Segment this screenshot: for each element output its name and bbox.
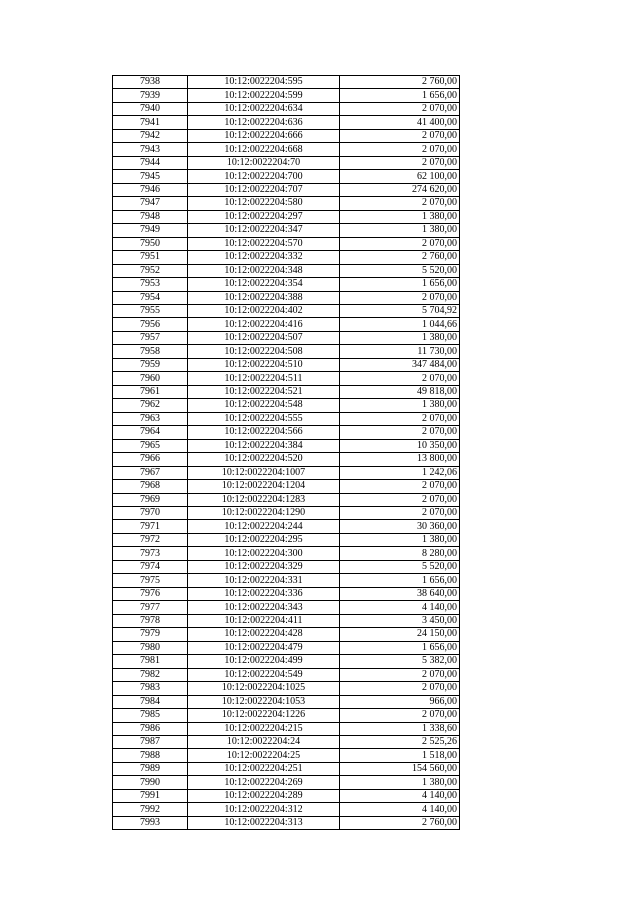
cadastral-value: 2 070,00 [340,426,460,439]
cadastral-value: 1 380,00 [340,533,460,546]
row-number: 7972 [113,533,188,546]
cadastral-value: 24 150,00 [340,628,460,641]
cadastral-number: 10:12:0022204:599 [188,89,340,102]
table-row [113,453,460,466]
cadastral-value: 3 450,00 [340,614,460,627]
table-row [113,116,460,129]
row-number: 7993 [113,816,188,829]
row-number: 7969 [113,493,188,506]
row-number: 7985 [113,709,188,722]
row-number: 7967 [113,466,188,479]
cadastral-number: 10:12:0022204:595 [188,76,340,89]
cadastral-value: 1 044,66 [340,318,460,331]
row-number: 7953 [113,278,188,291]
table-row [113,183,460,196]
row-number: 7943 [113,143,188,156]
cadastral-number: 10:12:0022204:289 [188,789,340,802]
cadastral-number: 10:12:0022204:1226 [188,709,340,722]
table-row [113,372,460,385]
cadastral-value: 1 242,06 [340,466,460,479]
cadastral-value: 2 760,00 [340,251,460,264]
cadastral-number: 10:12:0022204:507 [188,331,340,344]
table-row [113,520,460,533]
cadastral-value: 1 380,00 [340,224,460,237]
cadastral-number: 10:12:0022204:668 [188,143,340,156]
cadastral-number: 10:12:0022204:329 [188,560,340,573]
cadastral-value: 2 070,00 [340,197,460,210]
cadastral-value: 154 560,00 [340,762,460,775]
table-row [113,628,460,641]
cadastral-value: 2 070,00 [340,156,460,169]
table-row [113,776,460,789]
cadastral-value: 5 704,92 [340,304,460,317]
table-row [113,533,460,546]
cadastral-number: 10:12:0022204:508 [188,345,340,358]
table-row [113,601,460,614]
cadastral-number: 10:12:0022204:570 [188,237,340,250]
table-row [113,345,460,358]
cadastral-number: 10:12:0022204:1290 [188,507,340,520]
row-number: 7960 [113,372,188,385]
cadastral-number: 10:12:0022204:295 [188,533,340,546]
table-row [113,170,460,183]
table-row [113,682,460,695]
cadastral-value: 2 070,00 [340,709,460,722]
cadastral-number: 10:12:0022204:388 [188,291,340,304]
table-row [113,641,460,654]
table-row [113,197,460,210]
row-number: 7956 [113,318,188,331]
table-row [113,426,460,439]
cadastral-value: 1 380,00 [340,399,460,412]
table-row [113,735,460,748]
cadastral-value: 49 818,00 [340,385,460,398]
table-row [113,709,460,722]
cadastral-number: 10:12:0022204:331 [188,574,340,587]
cadastral-number: 10:12:0022204:297 [188,210,340,223]
cadastral-number: 10:12:0022204:1283 [188,493,340,506]
cadastral-number: 10:12:0022204:666 [188,129,340,142]
row-number: 7939 [113,89,188,102]
row-number: 7974 [113,560,188,573]
cadastral-number: 10:12:0022204:499 [188,655,340,668]
row-number: 7965 [113,439,188,452]
cadastral-value: 2 760,00 [340,76,460,89]
cadastral-value: 1 656,00 [340,89,460,102]
table-row [113,574,460,587]
cadastral-value: 2 070,00 [340,668,460,681]
cadastral-number: 10:12:0022204:348 [188,264,340,277]
cadastral-number: 10:12:0022204:384 [188,439,340,452]
cadastral-number: 10:12:0022204:566 [188,426,340,439]
row-number: 7955 [113,304,188,317]
table-row [113,129,460,142]
cadastral-number: 10:12:0022204:1053 [188,695,340,708]
row-number: 7961 [113,385,188,398]
cadastral-number: 10:12:0022204:521 [188,385,340,398]
cadastral-number: 10:12:0022204:332 [188,251,340,264]
cadastral-value: 966,00 [340,695,460,708]
cadastral-number: 10:12:0022204:636 [188,116,340,129]
cadastral-number: 10:12:0022204:402 [188,304,340,317]
cadastral-number: 10:12:0022204:312 [188,803,340,816]
row-number: 7973 [113,547,188,560]
table-row [113,291,460,304]
cadastral-value: 2 070,00 [340,291,460,304]
cadastral-number: 10:12:0022204:548 [188,399,340,412]
cadastral-number: 10:12:0022204:555 [188,412,340,425]
row-number: 7979 [113,628,188,641]
row-number: 7990 [113,776,188,789]
row-number: 7962 [113,399,188,412]
table-row [113,749,460,762]
row-number: 7950 [113,237,188,250]
table-row [113,668,460,681]
table-row [113,76,460,89]
table-row [113,251,460,264]
cadastral-value: 2 070,00 [340,412,460,425]
row-number: 7989 [113,762,188,775]
row-number: 7949 [113,224,188,237]
row-number: 7946 [113,183,188,196]
cadastral-value: 10 350,00 [340,439,460,452]
row-number: 7941 [113,116,188,129]
table-row [113,803,460,816]
table-row [113,89,460,102]
row-number: 7959 [113,358,188,371]
cadastral-value: 274 620,00 [340,183,460,196]
row-number: 7947 [113,197,188,210]
cadastral-number: 10:12:0022204:244 [188,520,340,533]
cadastral-value: 2 070,00 [340,682,460,695]
cadastral-number: 10:12:0022204:411 [188,614,340,627]
cadastral-value: 4 140,00 [340,789,460,802]
table-row [113,304,460,317]
cadastral-number: 10:12:0022204:1025 [188,682,340,695]
row-number: 7986 [113,722,188,735]
row-number: 7968 [113,480,188,493]
cadastral-value: 4 140,00 [340,803,460,816]
table-row [113,439,460,452]
cadastral-value: 1 380,00 [340,331,460,344]
table-row [113,695,460,708]
cadastral-number: 10:12:0022204:700 [188,170,340,183]
table-row [113,224,460,237]
table-row [113,358,460,371]
cadastral-value: 2 070,00 [340,372,460,385]
row-number: 7942 [113,129,188,142]
row-number: 7948 [113,210,188,223]
row-number: 7944 [113,156,188,169]
table-row [113,655,460,668]
cadastral-number: 10:12:0022204:354 [188,278,340,291]
cadastral-value: 30 360,00 [340,520,460,533]
cadastral-number: 10:12:0022204:347 [188,224,340,237]
table-row [113,560,460,573]
cadastral-number: 10:12:0022204:511 [188,372,340,385]
table-row [113,762,460,775]
cadastral-number: 10:12:0022204:580 [188,197,340,210]
cadastral-number: 10:12:0022204:269 [188,776,340,789]
cadastral-value: 8 280,00 [340,547,460,560]
cadastral-number: 10:12:0022204:24 [188,735,340,748]
cadastral-number: 10:12:0022204:300 [188,547,340,560]
cadastral-value: 62 100,00 [340,170,460,183]
cadastral-number: 10:12:0022204:25 [188,749,340,762]
row-number: 7978 [113,614,188,627]
cadastral-value: 2 760,00 [340,816,460,829]
cadastral-number: 10:12:0022204:313 [188,816,340,829]
row-number: 7991 [113,789,188,802]
cadastral-value: 1 380,00 [340,210,460,223]
cadastral-value: 2 070,00 [340,493,460,506]
cadastral-value: 2 070,00 [340,480,460,493]
cadastral-value: 5 520,00 [340,264,460,277]
row-number: 7954 [113,291,188,304]
cadastral-value: 1 380,00 [340,776,460,789]
row-number: 7980 [113,641,188,654]
row-number: 7988 [113,749,188,762]
cadastral-value: 2 070,00 [340,102,460,115]
table-row [113,507,460,520]
cadastral-number: 10:12:0022204:428 [188,628,340,641]
row-number: 7964 [113,426,188,439]
row-number: 7945 [113,170,188,183]
table-row [113,385,460,398]
cadastral-value: 2 070,00 [340,507,460,520]
row-number: 7951 [113,251,188,264]
cadastral-number: 10:12:0022204:251 [188,762,340,775]
row-number: 7963 [113,412,188,425]
cadastral-number: 10:12:0022204:510 [188,358,340,371]
table-row [113,102,460,115]
cadastral-value: 1 338,60 [340,722,460,735]
cadastral-value: 5 520,00 [340,560,460,573]
table-row [113,237,460,250]
cadastral-value: 347 484,00 [340,358,460,371]
row-number: 7987 [113,735,188,748]
row-number: 7983 [113,682,188,695]
table-row [113,816,460,829]
cadastral-number: 10:12:0022204:1204 [188,480,340,493]
cadastral-value: 2 525,26 [340,735,460,748]
table-row [113,547,460,560]
row-number: 7970 [113,507,188,520]
cadastral-value: 1 656,00 [340,278,460,291]
row-number: 7971 [113,520,188,533]
table-row [113,264,460,277]
cadastral-value-table [112,75,460,830]
table-row [113,318,460,331]
cadastral-number: 10:12:0022204:1007 [188,466,340,479]
table-row [113,466,460,479]
cadastral-value: 13 800,00 [340,453,460,466]
cadastral-value: 5 382,00 [340,655,460,668]
cadastral-value: 2 070,00 [340,237,460,250]
row-number: 7938 [113,76,188,89]
cadastral-number: 10:12:0022204:416 [188,318,340,331]
cadastral-number: 10:12:0022204:549 [188,668,340,681]
table-row [113,278,460,291]
row-number: 7958 [113,345,188,358]
table-row [113,331,460,344]
table-row [113,143,460,156]
row-number: 7977 [113,601,188,614]
cadastral-value: 1 656,00 [340,574,460,587]
cadastral-value: 4 140,00 [340,601,460,614]
table-row [113,412,460,425]
cadastral-value: 41 400,00 [340,116,460,129]
row-number: 7940 [113,102,188,115]
table-body [113,76,460,830]
cadastral-value: 2 070,00 [340,143,460,156]
table-row [113,493,460,506]
row-number: 7966 [113,453,188,466]
table-row [113,587,460,600]
row-number: 7957 [113,331,188,344]
table-row [113,614,460,627]
cadastral-value: 2 070,00 [340,129,460,142]
cadastral-value: 38 640,00 [340,587,460,600]
table-row [113,399,460,412]
row-number: 7992 [113,803,188,816]
table-row [113,722,460,735]
cadastral-number: 10:12:0022204:479 [188,641,340,654]
cadastral-number: 10:12:0022204:520 [188,453,340,466]
cadastral-value: 1 518,00 [340,749,460,762]
cadastral-value: 11 730,00 [340,345,460,358]
row-number: 7981 [113,655,188,668]
table-row [113,156,460,169]
cadastral-value: 1 656,00 [340,641,460,654]
cadastral-number: 10:12:0022204:70 [188,156,340,169]
cadastral-number: 10:12:0022204:707 [188,183,340,196]
cadastral-number: 10:12:0022204:336 [188,587,340,600]
table-row [113,210,460,223]
row-number: 7984 [113,695,188,708]
row-number: 7975 [113,574,188,587]
cadastral-number: 10:12:0022204:634 [188,102,340,115]
row-number: 7976 [113,587,188,600]
row-number: 7952 [113,264,188,277]
cadastral-number: 10:12:0022204:215 [188,722,340,735]
table-row [113,789,460,802]
row-number: 7982 [113,668,188,681]
table-row [113,480,460,493]
cadastral-number: 10:12:0022204:343 [188,601,340,614]
